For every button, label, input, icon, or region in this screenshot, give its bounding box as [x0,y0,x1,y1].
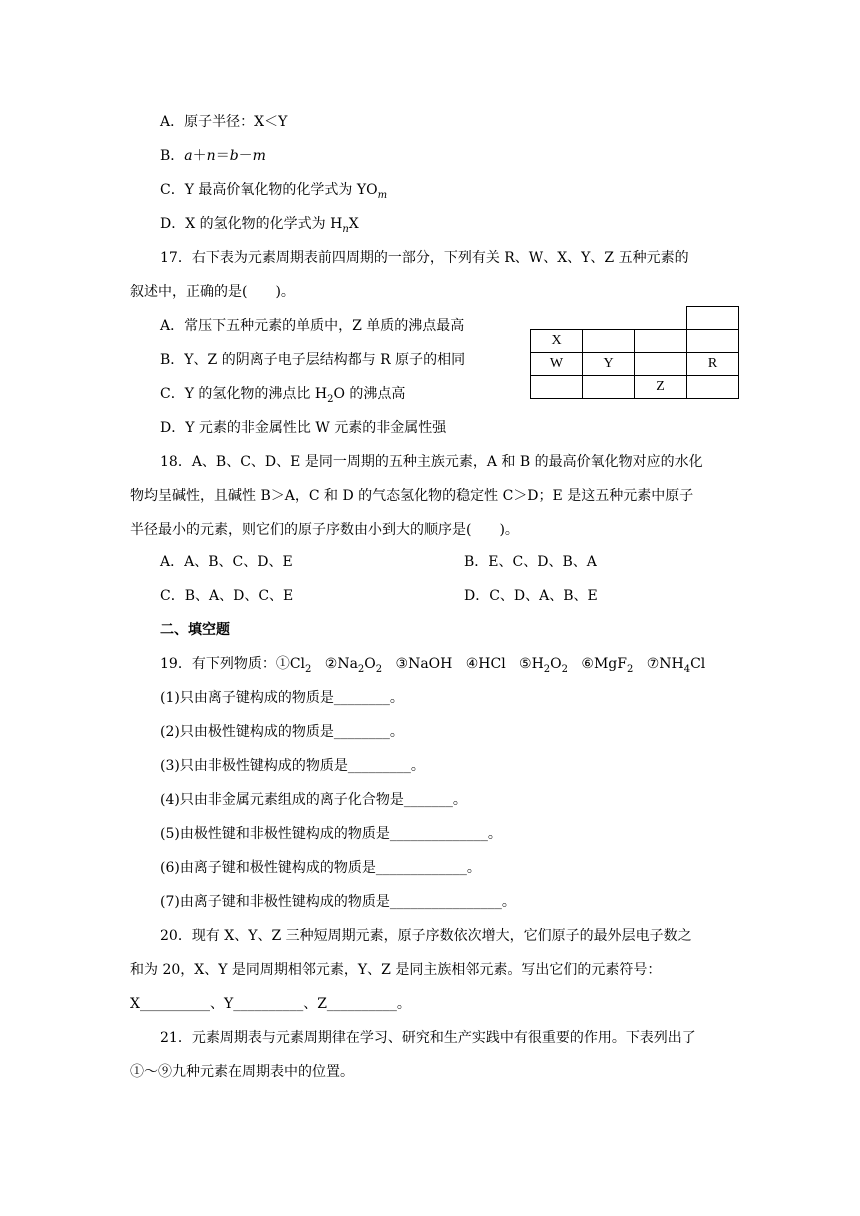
q18-option-d: D．C、D、A、B、E [464,588,598,604]
q17-option-b: B．Y、Z 的阴离子电子层结构都与 R 原子的相同 [160,352,466,368]
ptable-cell [687,330,739,353]
q21-stem-line1: 21．元素周期表与元素周期律在学习、研究和生产实践中有很重要的作用。下表列出了 [160,1030,696,1046]
q18-stem-line3: 半径最小的元素，则它们的原子序数由小到大的顺序是( )。 [130,522,519,538]
q18-option-a: A．A、B、C、D、E [160,554,293,570]
q20-stem-line3: X__________、Y__________、Z__________。 [130,996,411,1012]
q16-option-d: D．X 的氢化物的化学式为 $H_nX$ [160,216,359,235]
q16-option-c: C．Y 最高价氧化物的化学式为 $YO_m$ [160,182,388,201]
ptable-cell [635,353,687,376]
ptable-cell [531,376,583,399]
ptable-cell [635,330,687,353]
q17-option-c: C．Y 的氢化物的沸点比 $H_2O$ 的沸点高 [160,386,406,405]
q19-part-1: (1)只由离子键构成的物质是________。 [160,690,404,706]
periodic-table-fragment [530,306,739,399]
q19-stem: 19．有下列物质：$①Cl_2$ $②Na_2O_2$ ③NaOH ④HCl $⑤H_2O_2$ ⑥MgF$_2$ $⑦NH_4Cl$ [160,656,706,675]
q18-stem-line2: 物均呈碱性，且碱性 B＞A，C 和 D 的气态氢化物的稳定性 C＞D；E 是这五种元素中原子 [130,488,694,504]
ptable-cell-r: R [687,353,739,376]
q21-stem-line2: ①～⑨九种元素在周期表中的位置。 [130,1064,354,1080]
q19-part-7: (7)由离子键和非极性键构成的物质是________________。 [160,894,516,910]
ptable-cell-y: Y [583,353,635,376]
ptable-cell [583,330,635,353]
ptable-cell-w: W [531,353,583,376]
q19-part-2: (2)只由极性键构成的物质是________。 [160,724,404,740]
ptable-cell [687,376,739,399]
ptable-cell [687,307,739,330]
q18-option-c: C．B、A、D、C、E [160,588,294,604]
q19-part-4: (4)只由非金属元素组成的离子化合物是_______。 [160,792,467,808]
q17-option-d: D．Y 元素的非金属性比 W 元素的非金属性强 [160,420,447,436]
q20-stem-line2: 和为 20，X、Y 是同周期相邻元素，Y、Z 是同主族相邻元素。写出它们的元素符号： [130,962,662,978]
ptable-cell-x: X [531,330,583,353]
q19-part-6: (6)由离子键和极性键构成的物质是_____________。 [160,860,481,876]
ptable-cell [583,376,635,399]
q20-stem-line1: 20．现有 X、Y、Z 三种短周期元素，原子序数依次增大，它们原子的最外层电子数之 [160,928,692,944]
q19-part-5: (5)由极性键和非极性键构成的物质是______________。 [160,826,502,842]
q17-stem-line1: 17．右下表为元素周期表前四周期的一部分，下列有关 R、W、X、Y、Z 五种元素的 [160,250,689,266]
q18-stem-line1: 18．A、B、C、D、E 是同一周期的五种主族元素，A 和 B 的最高价氧化物对应的水化 [160,454,703,470]
q17-option-a: A．常压下五种元素的单质中，Z 单质的沸点最高 [160,318,465,334]
q16-option-b: B．a＋n＝b－m [160,148,266,164]
q18-option-b: B．E、C、D、B、A [464,554,597,570]
ptable-cell-z: Z [635,376,687,399]
q16-option-a: A．原子半径：X＜Y [160,114,288,130]
q19-part-3: (3)只由非极性键构成的物质是_________。 [160,758,425,774]
section-title: 二、填空题 [160,622,230,638]
q17-stem-line2: 叙述中，正确的是( )。 [130,284,295,300]
